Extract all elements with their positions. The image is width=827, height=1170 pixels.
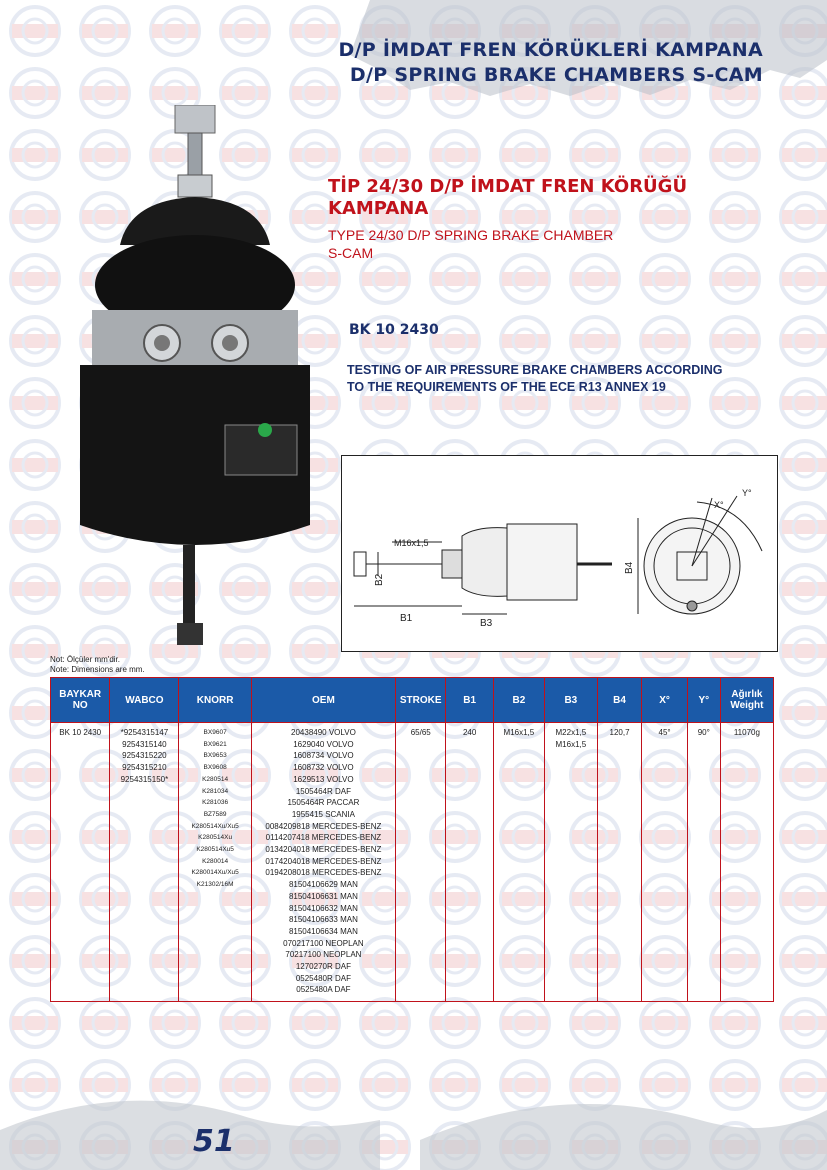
knorr-item: K21302/16M — [196, 881, 234, 889]
col-header-y: Y° — [687, 678, 720, 723]
technical-drawing — [341, 455, 778, 652]
oem-item: 0134204018 MERCEDES-BENZ — [265, 845, 382, 855]
header-title-tr: D/P İMDAT FREN KÖRÜKLERİ KAMPANA — [338, 39, 763, 61]
wabco-item: 9254315150* — [120, 774, 169, 784]
col-header-wabco: WABCO — [110, 678, 179, 723]
spec-table — [50, 677, 774, 1002]
knorr-item: BX9607 — [203, 729, 227, 736]
oem-item: 070217100 NEOPLAN — [283, 938, 364, 948]
product-subtitle-line2: S-CAM — [328, 245, 374, 261]
oem-item: 1505464R DAF — [295, 786, 351, 796]
knorr-item: K280514Xu/Xu5 — [191, 822, 239, 830]
oem-item: 1505464R PACCAR — [287, 798, 360, 808]
knorr-item: BX9621 — [203, 740, 227, 748]
oem-item: 20438490 VOLVO — [291, 728, 356, 737]
label-b4: B4 — [624, 561, 635, 574]
oem-item: 0525480A DAF — [296, 985, 351, 995]
label-x-angle: X° — [714, 500, 724, 510]
page-header — [338, 38, 763, 88]
knorr-item: K280014Xu/Xu5 — [191, 869, 239, 877]
col-header-b4: B4 — [597, 678, 642, 723]
col-header-b1: B1 — [446, 678, 493, 723]
col-header-knorr: KNORR — [179, 678, 251, 723]
technical-drawing-svg — [342, 456, 777, 651]
oem-item: 1629040 VOLVO — [293, 739, 354, 749]
table-header-row — [51, 678, 774, 723]
brake-chamber-photo — [70, 105, 330, 650]
wabco-item: 9254315220 — [122, 751, 167, 761]
cell-stroke: 65/65 — [395, 723, 446, 1002]
header-title-en: D/P SPRING BRAKE CHAMBERS S-CAM — [349, 64, 763, 86]
oem-item: 1629513 VOLVO — [293, 774, 354, 784]
b3-item: M16x1,5 — [555, 739, 587, 749]
cell-knorr — [179, 723, 251, 1002]
note-tr: Not: Ölçüler mm'dir. — [50, 655, 120, 664]
cell-y: 90° — [687, 723, 720, 1002]
oem-item: 70217100 NEOPLAN — [285, 950, 362, 960]
knorr-item: K281036 — [202, 799, 229, 807]
col-header-x: X° — [642, 678, 687, 723]
knorr-item: K280514Xu — [198, 834, 233, 842]
col-header-oem: OEM — [251, 678, 395, 723]
knorr-item: K281034 — [202, 787, 229, 795]
note-en: Note: Dimensions are mm. — [50, 665, 145, 674]
product-subtitle — [328, 226, 748, 262]
oem-item: 81504106633 MAN — [288, 915, 358, 925]
knorr-item: K280014 — [202, 857, 229, 865]
label-b2: B2 — [374, 573, 385, 586]
cell-b1: 240 — [446, 723, 493, 1002]
label-y-angle: Y° — [742, 488, 752, 498]
notes — [50, 655, 145, 675]
oem-item: 81504106634 MAN — [288, 926, 358, 936]
col-header-baykar: BAYKAR NO — [51, 678, 110, 723]
oem-item: 1270270R DAF — [295, 962, 351, 972]
col-header-stroke: STROKE — [395, 678, 446, 723]
testing-line1: TESTING OF AIR PRESSURE BRAKE CHAMBERS ACCORDING — [347, 363, 723, 377]
oem-item: 81504106629 MAN — [288, 880, 358, 890]
product-code: BK 10 2430 — [349, 322, 439, 338]
label-b3: B3 — [480, 618, 493, 629]
col-header-weight: Ağırlık Weight — [720, 678, 773, 723]
oem-item: 1608734 VOLVO — [293, 751, 354, 761]
oem-item: 1955415 SCANIA — [291, 809, 355, 819]
testing-note — [347, 362, 777, 396]
bottom-gear-decoration-icon — [0, 1060, 827, 1170]
oem-item: 0174204018 MERCEDES-BENZ — [265, 856, 382, 866]
b3-item: M22x1,5 — [555, 728, 587, 737]
wabco-item: 9254315210 — [122, 763, 167, 773]
knorr-item: K280514 — [202, 775, 229, 783]
oem-item: 0084209818 MERCEDES-BENZ — [265, 821, 382, 831]
knorr-item: BZ7589 — [203, 810, 227, 818]
product-title-line1: TİP 24/30 D/P İMDAT FREN KÖRÜĞÜ — [328, 176, 688, 197]
wabco-item: *9254315147 — [120, 728, 169, 737]
col-header-b3: B3 — [544, 678, 597, 723]
oem-item: 1608732 VOLVO — [293, 763, 354, 773]
oem-item: 81504106631 MAN — [288, 891, 358, 901]
wabco-item: 9254315140 — [122, 739, 167, 749]
cell-baykar: BK 10 2430 — [51, 723, 110, 1002]
testing-line2: TO THE REQUIREMENTS OF THE ECE R13 ANNEX 19 — [347, 380, 666, 394]
cell-x: 45° — [642, 723, 687, 1002]
product-title — [328, 176, 748, 220]
product-title-line2: KAMPANA — [328, 198, 429, 219]
label-m16: M16x1,5 — [394, 538, 429, 548]
oem-item: 0194208018 MERCEDES-BENZ — [265, 868, 382, 878]
page-number: 51 — [193, 1124, 235, 1159]
oem-item: 0114207418 MERCEDES-BENZ — [265, 833, 382, 843]
cell-wabco — [110, 723, 179, 1002]
col-header-b2: B2 — [493, 678, 544, 723]
product-subtitle-line1: TYPE 24/30 D/P SPRING BRAKE CHAMBER — [328, 227, 614, 243]
cell-b4: 120,7 — [597, 723, 642, 1002]
knorr-item: BX9653 — [203, 752, 227, 760]
table-row — [51, 723, 774, 1002]
knorr-item: BX9608 — [203, 764, 227, 772]
label-b1: B1 — [400, 613, 413, 624]
cell-b3 — [544, 723, 597, 1002]
knorr-item: K280514Xu5 — [196, 846, 234, 854]
oem-item: 81504106632 MAN — [288, 903, 358, 913]
cell-b2: M16x1,5 — [493, 723, 544, 1002]
oem-item: 0525480R DAF — [295, 973, 351, 983]
cell-weight: 11070g — [720, 723, 773, 1002]
cell-oem — [251, 723, 395, 1002]
